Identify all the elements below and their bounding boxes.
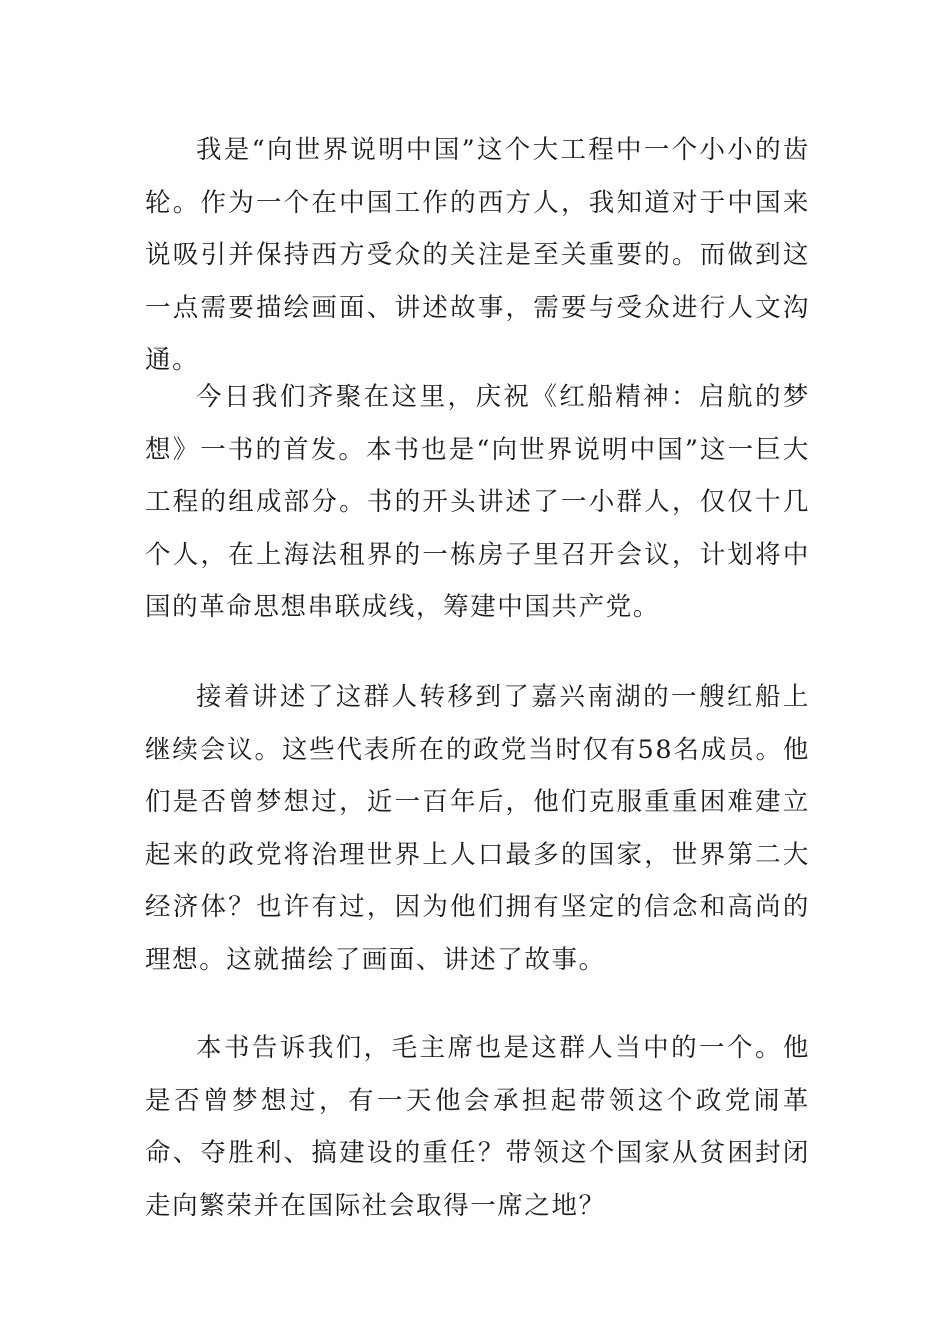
paragraph-3: 接着讲述了这群人转移到了嘉兴南湖的一艘红船上继续会议。这些代表所在的政党当时仅有58名成员。他们是否曾梦想过，近一百年后，他们克服重重困难建立起来的政党将治理世界上人口最多的国家，世界第二大经济体？也许有过，因为他们拥有坚定的信念和高尚的理想。这就描绘了画面、讲述了故事。 xyxy=(145,682,810,975)
paragraph-4: 本书告诉我们，毛主席也是这群人当中的一个。他是否曾梦想过，有一天他会承担起带领这个政党闹革命、夺胜利、搞建设的重任？带领这个国家从贫困封闭走向繁荣并在国际社会取得一席之地？ xyxy=(145,1033,810,1221)
paragraph-1: 我是“向世界说明中国”这个大工程中一个小小的齿轮。作为一个在中国工作的西方人，我知道对于中国来说吸引并保持西方受众的关注是至关重要的。而做到这一点需要描绘画面、讲述故事，需要与受众进行人文沟通。 xyxy=(145,135,810,375)
paragraph-2: 今日我们齐聚在这里，庆祝《红船精神：启航的梦想》一书的首发。本书也是“向世界说明中国”这一巨大工程的组成部分。书的开头讲述了一小群人，仅仅十几个人，在上海法租界的一栋房子里召开会议，计划将中国的革命思想串联成线，筹建中国共产党。 xyxy=(145,382,810,622)
